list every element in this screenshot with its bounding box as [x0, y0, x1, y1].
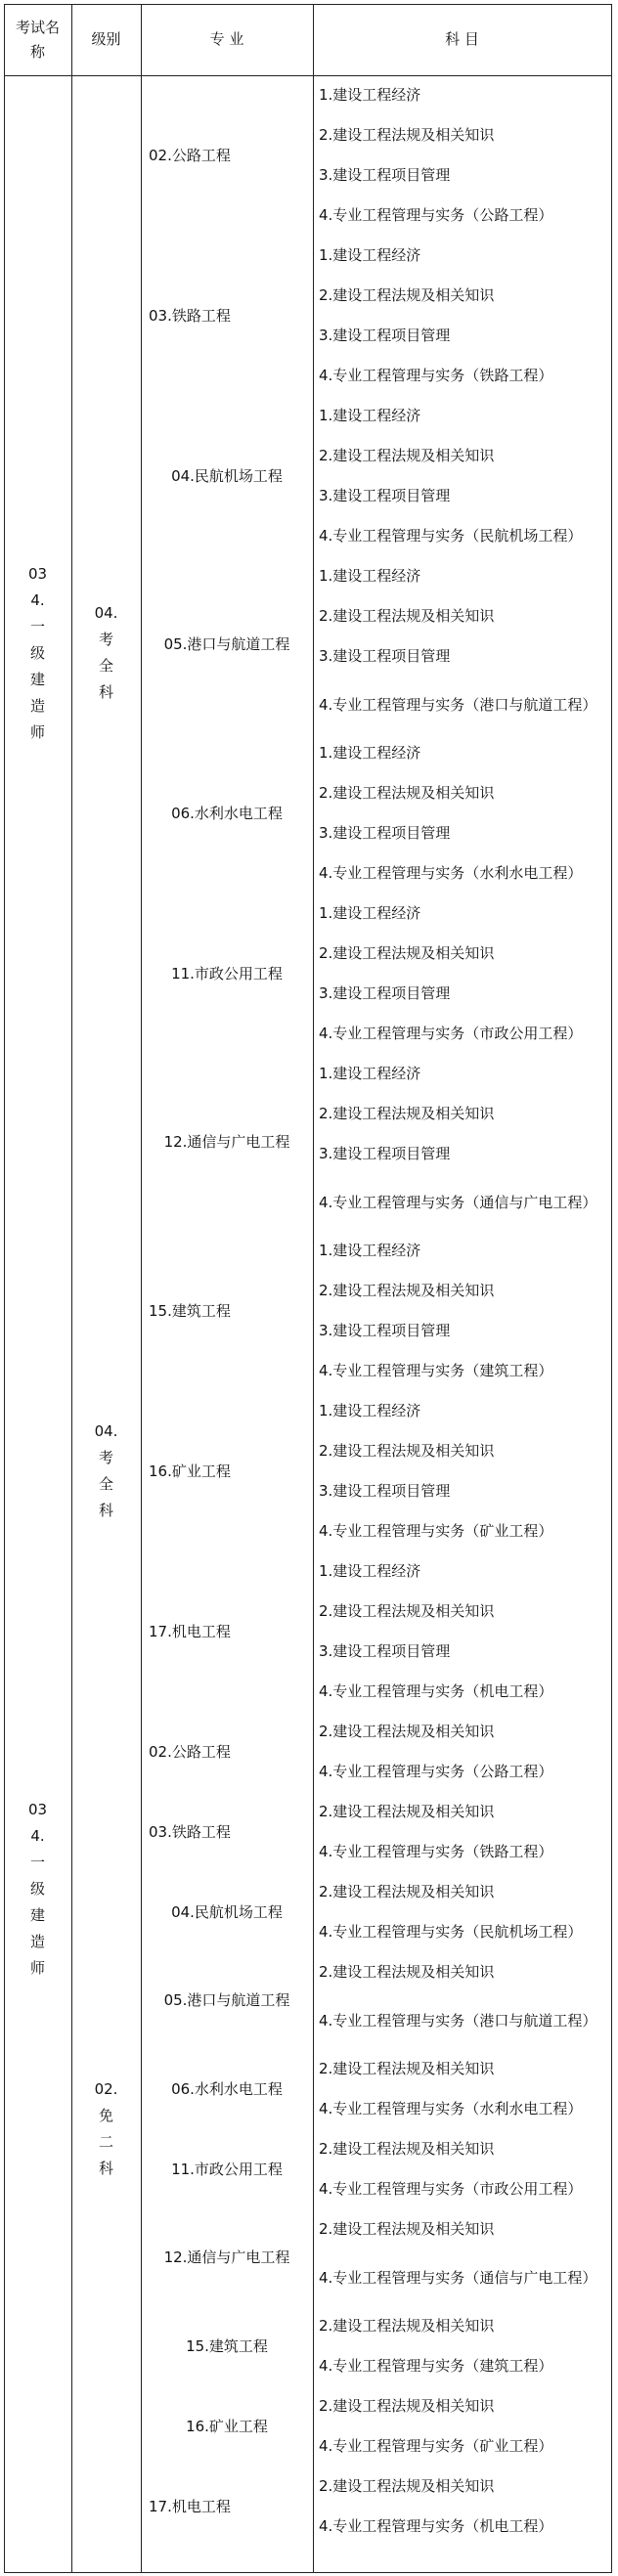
subject-cell [313, 1832, 611, 1872]
subject-cell-text: 3.建设工程项目管理 [319, 984, 451, 1002]
subject-cell-text: 2.建设工程法规及相关知识 [319, 2140, 495, 2158]
subject-cell-text: 2.建设工程法规及相关知识 [319, 126, 495, 144]
column-rule [313, 4, 314, 2573]
subject-cell-text: 4.专业工程管理与实务（建筑工程） [319, 1362, 553, 1379]
major-cell-text: 02.公路工程 [149, 146, 231, 164]
major-cell [141, 2049, 313, 2129]
major-cell [141, 1952, 313, 2049]
subject-cell [313, 1912, 611, 1952]
major-cell [141, 2129, 313, 2209]
subject-cell [313, 2049, 611, 2089]
subject-cell-text: 2.建设工程法规及相关知识 [319, 1963, 495, 1981]
level-cell [71, 1712, 141, 2547]
subject-cell [313, 853, 611, 894]
subject-cell-text: 4.专业工程管理与实务（通信与广电工程） [319, 1193, 597, 1211]
subject-cell [313, 2089, 611, 2129]
major-cell [141, 556, 313, 733]
major-cell-text: 06.水利水电工程 [171, 2079, 283, 2098]
subject-cell [313, 1054, 611, 1094]
major-cell [141, 396, 313, 556]
subject-cell [313, 677, 611, 733]
major-cell-text: 12.通信与广电工程 [163, 1133, 290, 1151]
major-cell [141, 75, 313, 236]
major-cell [141, 2209, 313, 2306]
major-cell-text: 15.建筑工程 [186, 2336, 268, 2355]
subject-cell-text: 4.专业工程管理与实务（铁路工程） [319, 367, 553, 384]
subject-cell-text: 4.专业工程管理与实务（公路工程） [319, 206, 553, 224]
subject-cell [313, 1174, 611, 1231]
subject-cell [313, 2507, 611, 2547]
major-cell-text: 11.市政公用工程 [171, 2160, 283, 2178]
subject-cell-text: 2.建设工程法规及相关知识 [319, 607, 495, 625]
subject-cell-text: 2.建设工程法规及相关知识 [319, 2317, 495, 2335]
subject-cell-text: 2.建设工程法规及相关知识 [319, 447, 495, 464]
subject-cell [313, 733, 611, 773]
header-exam-name: 考试名称 [4, 4, 71, 75]
subject-cell-text: 3.建设工程项目管理 [319, 487, 451, 504]
subject-cell [313, 1471, 611, 1511]
subject-cell-text: 2.建设工程法规及相关知识 [319, 2477, 495, 2495]
header-major: 专 业 [141, 4, 313, 75]
subject-cell [313, 115, 611, 155]
major-cell-text: 17.机电工程 [149, 1622, 231, 1640]
subject-cell [313, 1752, 611, 1792]
subject-cell-text: 1.建设工程经济 [319, 567, 421, 585]
row-rule [4, 2572, 612, 2573]
subject-cell-text: 2.建设工程法规及相关知识 [319, 944, 495, 962]
major-cell-text: 04.民航机场工程 [171, 1902, 283, 1921]
header-subject: 科 目 [313, 4, 611, 75]
subject-cell-text: 4.专业工程管理与实务（铁路工程） [319, 1843, 553, 1860]
major-cell [141, 2386, 313, 2467]
subject-cell [313, 1872, 611, 1912]
subject-cell [313, 1014, 611, 1054]
subject-cell-text: 3.建设工程项目管理 [319, 166, 451, 184]
major-cell [141, 2306, 313, 2386]
column-rule [71, 4, 72, 2573]
major-cell-text: 12.通信与广电工程 [163, 2249, 290, 2266]
major-cell [141, 2467, 313, 2547]
major-cell [141, 1712, 313, 1792]
major-cell-text: 17.机电工程 [149, 2497, 231, 2515]
subject-cell-text: 1.建设工程经济 [319, 1065, 421, 1082]
subject-cell-text: 1.建设工程经济 [319, 407, 421, 424]
subject-cell-text: 4.专业工程管理与实务（机电工程） [319, 1682, 553, 1700]
subject-cell [313, 1792, 611, 1832]
subject-cell-text: 3.建设工程项目管理 [319, 1322, 451, 1339]
major-cell-text: 05.港口与航道工程 [163, 635, 290, 653]
subject-cell [313, 2426, 611, 2467]
subject-cell-text: 2.建设工程法规及相关知识 [319, 784, 495, 802]
subject-cell-text: 4.专业工程管理与实务（港口与航道工程） [319, 695, 597, 714]
major-cell [141, 236, 313, 396]
row-rule [4, 75, 612, 76]
subject-cell [313, 75, 611, 115]
subject-cell [313, 1431, 611, 1471]
subject-cell [313, 1351, 611, 1391]
subject-cell [313, 1952, 611, 1992]
subject-cell-text: 4.专业工程管理与实务（港口与航道工程） [319, 2011, 597, 2030]
subject-cell-text: 1.建设工程经济 [319, 744, 421, 762]
subject-cell-text: 4.专业工程管理与实务（市政公用工程） [319, 1025, 583, 1042]
subject-cell-text: 2.建设工程法规及相关知识 [319, 1723, 495, 1740]
subject-cell [313, 2346, 611, 2386]
subject-cell-text: 4.专业工程管理与实务（民航机场工程） [319, 527, 583, 545]
exam-name-cell [4, 75, 71, 1231]
major-cell-text: 05.港口与航道工程 [163, 1991, 290, 2009]
subject-cell [313, 2467, 611, 2507]
subject-cell-text: 4.专业工程管理与实务（市政公用工程） [319, 2180, 583, 2198]
row-rule [4, 4, 612, 5]
subject-cell [313, 934, 611, 974]
subject-cell-text: 2.建设工程法规及相关知识 [319, 1442, 495, 1460]
subject-cell-text: 4.专业工程管理与实务（民航机场工程） [319, 1923, 583, 1941]
exam-name-cell [4, 1231, 71, 2547]
column-rule [141, 4, 142, 2573]
subject-cell-text: 1.建设工程经济 [319, 1242, 421, 1259]
subject-cell [313, 1592, 611, 1632]
major-cell-text: 16.矿业工程 [186, 2417, 268, 2435]
level-cell [71, 75, 141, 1231]
subject-cell [313, 155, 611, 196]
subject-cell [313, 396, 611, 436]
subject-cell [313, 236, 611, 276]
subject-cell [313, 1511, 611, 1551]
major-cell-text: 15.建筑工程 [149, 1301, 231, 1320]
subject-cell [313, 773, 611, 813]
major-cell-text: 04.民航机场工程 [171, 466, 283, 485]
subject-cell-text: 2.建设工程法规及相关知识 [319, 1803, 495, 1820]
subject-cell [313, 356, 611, 396]
subject-cell [313, 2306, 611, 2346]
subject-cell [313, 1271, 611, 1311]
subject-cell [313, 636, 611, 677]
subject-cell-text: 2.建设工程法规及相关知识 [319, 1282, 495, 1299]
major-cell [141, 1551, 313, 1712]
subject-cell-text: 1.建设工程经济 [319, 1562, 421, 1580]
subject-cell [313, 516, 611, 556]
major-cell-text: 06.水利水电工程 [171, 804, 283, 822]
subject-cell-text: 4.专业工程管理与实务（通信与广电工程） [319, 2268, 597, 2287]
subject-cell [313, 1231, 611, 1271]
subject-cell-text: 1.建设工程经济 [319, 86, 421, 104]
major-cell [141, 1391, 313, 1551]
subject-cell-text: 2.建设工程法规及相关知识 [319, 1883, 495, 1900]
subject-cell [313, 1094, 611, 1134]
subject-cell [313, 2129, 611, 2169]
major-cell [141, 1054, 313, 1231]
subject-cell-text: 2.建设工程法规及相关知识 [319, 1105, 495, 1122]
subject-cell [313, 2386, 611, 2426]
subject-cell [313, 813, 611, 853]
subject-cell-text: 4.专业工程管理与实务（建筑工程） [319, 2357, 553, 2375]
subject-cell-text: 3.建设工程项目管理 [319, 1642, 451, 1660]
subject-cell [313, 2169, 611, 2209]
subject-cell-text: 4.专业工程管理与实务（矿业工程） [319, 1522, 553, 1540]
subject-cell [313, 196, 611, 236]
subject-cell [313, 556, 611, 596]
subject-cell [313, 1632, 611, 1672]
subject-cell [313, 276, 611, 316]
exam-name-cell-text: 034.一级建造师 [27, 1800, 48, 1977]
subject-cell [313, 1551, 611, 1592]
subject-cell [313, 2209, 611, 2249]
major-cell [141, 894, 313, 1054]
column-rule [611, 4, 612, 2573]
subject-cell-text: 2.建设工程法规及相关知识 [319, 2060, 495, 2077]
major-cell-text: 03.铁路工程 [149, 306, 231, 325]
level-cell-text: 04.考全科 [94, 1422, 118, 1519]
subject-cell [313, 436, 611, 476]
subject-cell [313, 316, 611, 356]
subject-cell [313, 1712, 611, 1752]
subject-cell [313, 1134, 611, 1174]
subject-cell [313, 2249, 611, 2306]
subject-cell [313, 894, 611, 934]
subject-cell-text: 4.专业工程管理与实务（公路工程） [319, 1763, 553, 1780]
subject-cell-text: 3.建设工程项目管理 [319, 647, 451, 665]
major-cell-text: 16.矿业工程 [149, 1462, 231, 1480]
subject-cell-text: 1.建设工程经济 [319, 1402, 421, 1419]
major-cell [141, 1231, 313, 1391]
major-cell-text: 11.市政公用工程 [171, 964, 283, 982]
subject-cell-text: 4.专业工程管理与实务（水利水电工程） [319, 2100, 583, 2118]
subject-cell-text: 3.建设工程项目管理 [319, 327, 451, 344]
subject-cell-text: 2.建设工程法规及相关知识 [319, 2220, 495, 2238]
subject-cell [313, 476, 611, 516]
subject-cell-text: 4.专业工程管理与实务（机电工程） [319, 2517, 553, 2535]
subject-cell-text: 1.建设工程经济 [319, 246, 421, 264]
exam-name-cell-text: 034.一级建造师 [27, 564, 48, 741]
column-rule [4, 4, 5, 2573]
major-cell [141, 1872, 313, 1952]
subject-cell-text: 3.建设工程项目管理 [319, 824, 451, 842]
subject-cell [313, 1311, 611, 1351]
subject-cell-text: 2.建设工程法规及相关知识 [319, 286, 495, 304]
subject-cell-text: 2.建设工程法规及相关知识 [319, 1602, 495, 1620]
header-level: 级别 [71, 4, 141, 75]
major-cell-text: 03.铁路工程 [149, 1822, 231, 1841]
subject-cell-text: 1.建设工程经济 [319, 904, 421, 922]
subject-cell [313, 974, 611, 1014]
level-cell [71, 1231, 141, 1712]
subject-cell [313, 1391, 611, 1431]
subject-cell-text: 4.专业工程管理与实务（水利水电工程） [319, 864, 583, 882]
subject-cell [313, 596, 611, 636]
subject-cell [313, 1672, 611, 1712]
level-cell-text: 02.免二科 [94, 2080, 118, 2177]
subject-cell-text: 4.专业工程管理与实务（矿业工程） [319, 2437, 553, 2455]
subject-cell-text: 3.建设工程项目管理 [319, 1482, 451, 1500]
major-cell [141, 1792, 313, 1872]
subject-cell-text: 2.建设工程法规及相关知识 [319, 2397, 495, 2415]
major-cell-text: 02.公路工程 [149, 1742, 231, 1761]
major-cell [141, 733, 313, 894]
subject-cell-text: 3.建设工程项目管理 [319, 1145, 451, 1162]
subject-cell [313, 1992, 611, 2049]
level-cell-text: 04.考全科 [94, 604, 118, 701]
